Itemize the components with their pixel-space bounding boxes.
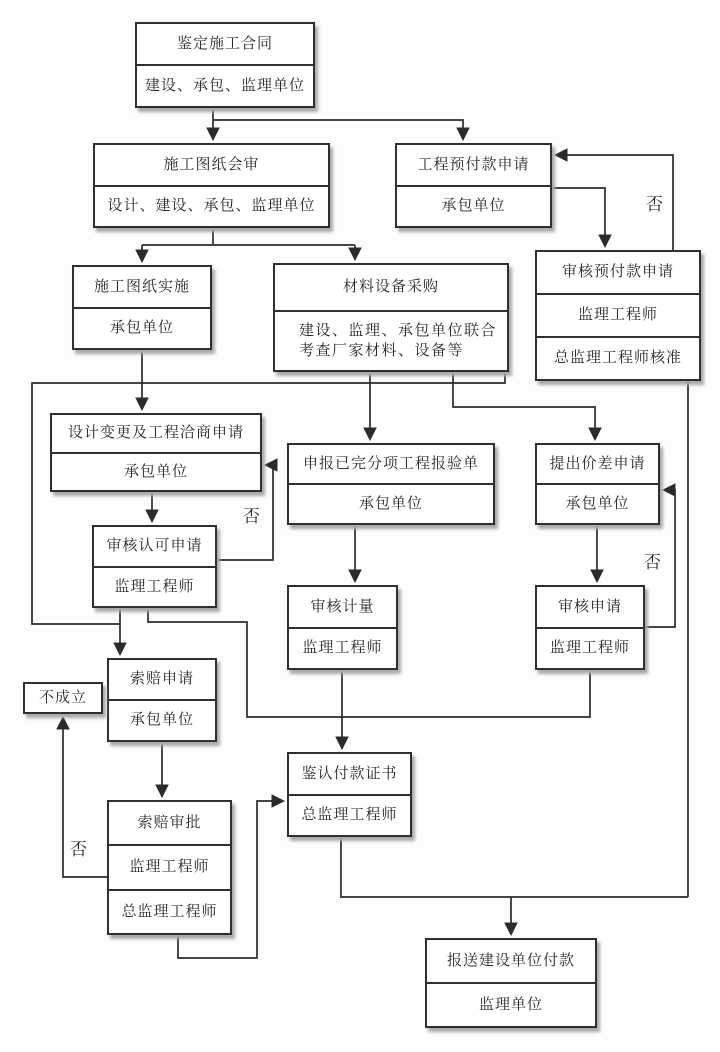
node-role: 承包单位 — [397, 185, 550, 227]
node-material-procurement — [273, 263, 509, 372]
node-price-diff-application — [535, 443, 660, 525]
node-claim-approval — [107, 800, 232, 935]
node-title: 鉴定施工合同 — [176, 34, 273, 52]
node-role: 监理工程师 — [289, 627, 396, 669]
edge-prepayment-application-to-review — [552, 188, 605, 246]
node-title: 工程预付款申请 — [417, 155, 530, 173]
node-claim-application — [107, 658, 217, 742]
node-measurement-review — [287, 585, 398, 670]
node-role: 监理工程师 — [109, 844, 230, 888]
node-title: 审核计量 — [310, 597, 375, 615]
edge-contract-to-prepayment-application — [213, 120, 463, 139]
node-payment-submission — [425, 938, 597, 1028]
label-no-claim: 否 — [70, 840, 87, 859]
node-payment-certificate — [287, 752, 412, 837]
node-title: 报送建设单位付款 — [446, 951, 575, 969]
node-role: 建设、监理、承包单位联合考查厂家材料、设备等 — [275, 310, 507, 370]
node-title: 设计变更及工程洽商申请 — [67, 424, 244, 442]
label-no-prepayment: 否 — [646, 195, 663, 214]
node-role: 监理工程师 — [537, 293, 699, 336]
node-role: 设计、建设、承包、监理单位 — [95, 185, 328, 227]
node-role: 监理工程师 — [94, 566, 215, 607]
node-role: 承包单位 — [52, 452, 260, 491]
node-completed-item-report — [287, 443, 495, 525]
node-role: 监理单位 — [427, 982, 595, 1026]
node-title: 审核申请 — [557, 597, 622, 615]
node-title: 提出价差申请 — [549, 454, 646, 472]
node-role: 承包单位 — [289, 483, 493, 523]
node-drawing-implementation — [72, 265, 212, 350]
node-approver: 总监理工程师核准 — [537, 336, 699, 379]
node-prepayment-review — [535, 250, 701, 381]
node-title: 索赔审批 — [137, 814, 202, 832]
node-role: 监理工程师 — [537, 627, 643, 669]
node-design-change-review — [92, 525, 217, 608]
node-title: 索赔申请 — [129, 670, 194, 688]
node-design-change-application — [50, 413, 262, 492]
node-title: 施工图纸会审 — [163, 155, 260, 173]
node-role: 建设、承包、监理单位 — [137, 64, 313, 106]
node-price-diff-review — [535, 585, 645, 670]
node-role: 总监理工程师 — [289, 794, 410, 836]
label-no-design-change: 否 — [243, 507, 260, 526]
node-not-established — [23, 682, 103, 714]
edge-material-to-price-diff — [453, 372, 595, 439]
node-role: 承包单位 — [537, 483, 658, 523]
node-role: 承包单位 — [74, 307, 210, 349]
node-title: 鉴认付款证书 — [301, 764, 398, 782]
node-title: 审核预付款申请 — [561, 263, 674, 281]
node-title: 申报已完分项工程报验单 — [302, 454, 479, 472]
node-appraise-contract — [135, 22, 315, 108]
edge-certificate-down-merge — [341, 837, 688, 897]
node-title: 审核认可申请 — [106, 537, 203, 555]
node-title: 施工图纸实施 — [93, 277, 190, 295]
node-role: 承包单位 — [109, 699, 215, 740]
node-title: 不成立 — [38, 688, 87, 706]
label-no-price-diff: 否 — [644, 553, 661, 572]
node-prepayment-application — [395, 143, 552, 228]
node-title: 材料设备采购 — [342, 278, 439, 296]
node-drawing-review — [93, 143, 330, 228]
node-approver: 总监理工程师 — [109, 889, 230, 933]
